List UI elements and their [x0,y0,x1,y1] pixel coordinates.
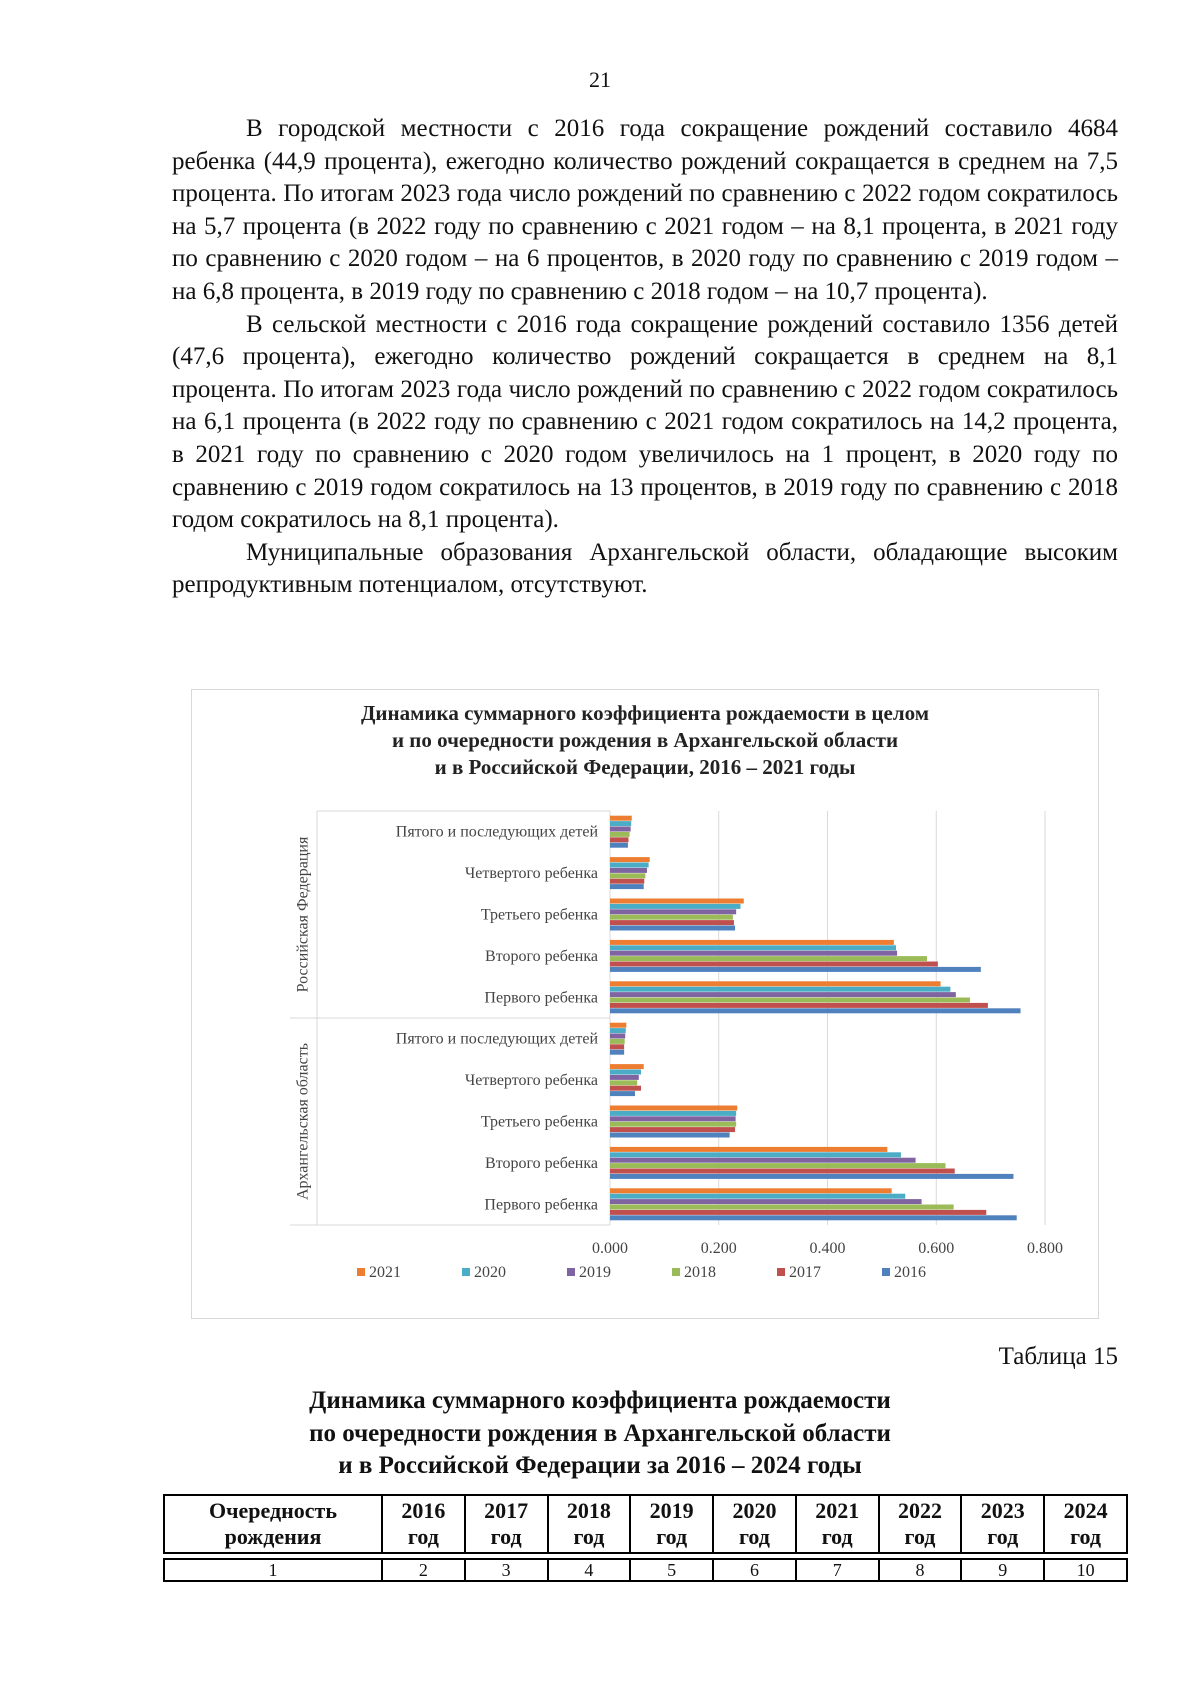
bar-2016 [610,1008,1021,1013]
category-label: Второго ребенка [485,1154,598,1172]
column-number: 5 [630,1559,713,1581]
column-number: 6 [713,1559,796,1581]
chart-title-line: Динамика суммарного коэффициента рождаемости в целом [360,701,930,725]
table-title-line: Динамика суммарного коэффициента рождаемости [309,1387,891,1414]
bar-2019 [610,909,736,914]
group-axis-label: Российская Федерация [294,836,312,993]
bar-2020 [610,821,631,826]
bar-2021 [610,1064,644,1069]
category-label: Первого ребенка [484,1196,598,1214]
x-tick-label: 0.600 [918,1240,955,1257]
column-number: 8 [879,1559,962,1581]
header-year: 2020 год [713,1495,796,1553]
bar-2016 [610,1215,1017,1220]
bar-2017 [610,1044,624,1049]
x-tick-label: 0.000 [592,1240,628,1257]
bar-2017 [610,1127,735,1132]
column-number: 3 [465,1559,548,1581]
bar-2021 [610,940,894,945]
legend-label: 2020 [474,1264,506,1281]
paragraph-urban: В городской местности с 2016 года сокращение рождений составило 4684 ребенка (44,9 процента), ежегодно количество рождений сокращается в среднем на 7,5 процента. По итогам 2023 года число рождений по сравнению с 2022 годом сократилось на 5,7 процента (в 2022 году по сравнению с 2021 годом – на 8,1 процента, в 2021 году по сравнению с 2020 годом – на 6 процентов, в 2020 году по сравнению с 2019 годом – на 6,8 процента, в 2019 году по сравнению с 2018 годом – на 10,7 процента). [172,115,1118,305]
header-year: 2016 год [382,1495,465,1553]
bar-2016 [610,843,628,848]
table-caption: Таблица 15 [998,1343,1118,1370]
chart-title-line: и в Российской Федерации, 2016 – 2021 годы [434,755,856,779]
bar-2017 [610,1210,986,1215]
bar-2016 [610,1050,624,1055]
bar-2017 [610,879,644,884]
header-year: 2024 год [1044,1495,1127,1553]
header-year: 2023 год [961,1495,1044,1553]
column-number: 7 [796,1559,879,1581]
bar-2018 [610,873,645,878]
bar-2019 [610,1034,625,1039]
category-label: Пятого и последующих детей [395,823,598,841]
header-year: 2017 год [465,1495,548,1553]
bar-2020 [610,1028,626,1033]
bar-2020 [610,863,649,868]
bar-2018 [610,1205,954,1210]
bar-2020 [610,904,741,909]
x-tick-label: 0.400 [809,1240,846,1257]
bar-2021 [610,857,650,862]
bar-2018 [610,1039,625,1044]
column-number: 4 [548,1559,631,1581]
column-number: 9 [961,1559,1044,1581]
bar-2021 [610,1106,737,1111]
legend-swatch-2019 [567,1268,575,1276]
legend-swatch-2021 [357,1268,365,1276]
bar-2018 [610,998,970,1003]
category-label: Четвертого ребенка [464,1072,598,1090]
bar-2019 [610,1199,922,1204]
header-year: 2022 год [879,1495,962,1553]
table-header-row [164,1495,1127,1553]
bar-2019 [610,1075,639,1080]
bar-2020 [610,1111,736,1116]
column-number: 2 [382,1559,465,1581]
category-label: Второго ребенка [485,947,598,965]
bar-2018 [610,956,927,961]
bar-2016 [610,926,735,931]
bar-2019 [610,951,897,956]
x-tick-label: 0.200 [700,1240,737,1257]
bar-2018 [610,1080,637,1085]
chart-title-line: и по очередности рождения в Архангельской области [391,728,899,752]
legend-label: 2017 [789,1264,821,1281]
bar-2020 [610,1194,905,1199]
bar-2018 [610,915,733,920]
bar-2021 [610,981,941,986]
body-text [172,113,1118,602]
paragraph-rural: В сельской местности с 2016 года сокращение рождений составило 1356 детей (47,6 процента), ежегодно количество рождений сокращается в среднем на 8,1 процента. По итогам 2023 года число рождений по сравнению с 2022 годом сократилось на 6,1 процента (в 2022 году по сравнению с 2021 годом сократилось на 14,2 процента, в 2021 году по сравнению с 2020 годом увеличилось на 1 процент, в 2020 году по сравнению с 2019 годом сократилось на 13 процентов, в 2019 году по сравнению с 2018 годом сократилось на 8,1 процента). [172,310,1118,534]
bar-2020 [610,945,896,950]
category-label: Пятого и последующих детей [395,1030,598,1048]
fertility-table [163,1494,1128,1582]
bar-2019 [610,1116,736,1121]
bar-2018 [610,832,630,837]
column-number: 1 [164,1559,382,1581]
legend-swatch-2017 [777,1268,785,1276]
category-label: Третьего ребенка [480,906,598,924]
bar-2017 [610,1003,988,1008]
category-label: Первого ребенка [484,989,598,1007]
bar-2017 [610,962,938,967]
legend-label: 2019 [579,1264,611,1281]
bar-2021 [610,1023,626,1028]
paragraph-municipal: Муниципальные образования Архангельской области, обладающие высоким репродуктивным потенциалом, отсутствуют. [172,538,1118,599]
bar-2019 [610,827,631,832]
bar-2016 [610,1133,730,1138]
legend-label: 2021 [369,1264,401,1281]
bar-2018 [610,1163,945,1168]
bar-2021 [610,899,744,904]
group-axis-label: Архангельская область [294,1042,312,1201]
bar-2016 [610,884,644,889]
page-number: 21 [589,67,611,92]
bar-2020 [610,1152,901,1157]
bar-2020 [610,1070,641,1075]
legend-swatch-2018 [672,1268,680,1276]
legend-label: 2018 [684,1264,716,1281]
category-label: Третьего ребенка [480,1113,598,1131]
category-label: Четвертого ребенка [464,865,598,883]
bar-2021 [610,1188,892,1193]
bar-2019 [610,1158,916,1163]
legend-swatch-2020 [462,1268,470,1276]
table-column-number-row [164,1559,1127,1581]
fertility-chart [191,689,1099,1319]
column-number: 10 [1044,1559,1127,1581]
table-title-line: и в Российской Федерации за 2016 – 2024 годы [338,1452,862,1479]
bar-2016 [610,1174,1013,1179]
bar-2017 [610,837,628,842]
bar-2021 [610,1147,887,1152]
header-year: 2019 год [630,1495,713,1553]
bar-2016 [610,1091,635,1096]
header-birth-order: Очередность рождения [164,1495,382,1553]
bar-2016 [610,967,981,972]
legend-swatch-2016 [882,1268,890,1276]
header-year: 2021 год [796,1495,879,1553]
bar-2020 [610,987,950,992]
legend-label: 2016 [894,1264,926,1281]
bar-2018 [610,1122,736,1127]
bar-2017 [610,1086,641,1091]
x-tick-label: 0.800 [1027,1240,1063,1257]
bar-2017 [610,920,734,925]
bar-2021 [610,816,632,821]
chart-canvas [192,690,1098,1318]
table-title [0,1385,1200,1483]
bar-2019 [610,992,956,997]
bar-2019 [610,868,647,873]
bar-2017 [610,1169,955,1174]
table-title-line: по очередности рождения в Архангельской области [309,1419,891,1447]
header-year: 2018 год [548,1495,631,1553]
